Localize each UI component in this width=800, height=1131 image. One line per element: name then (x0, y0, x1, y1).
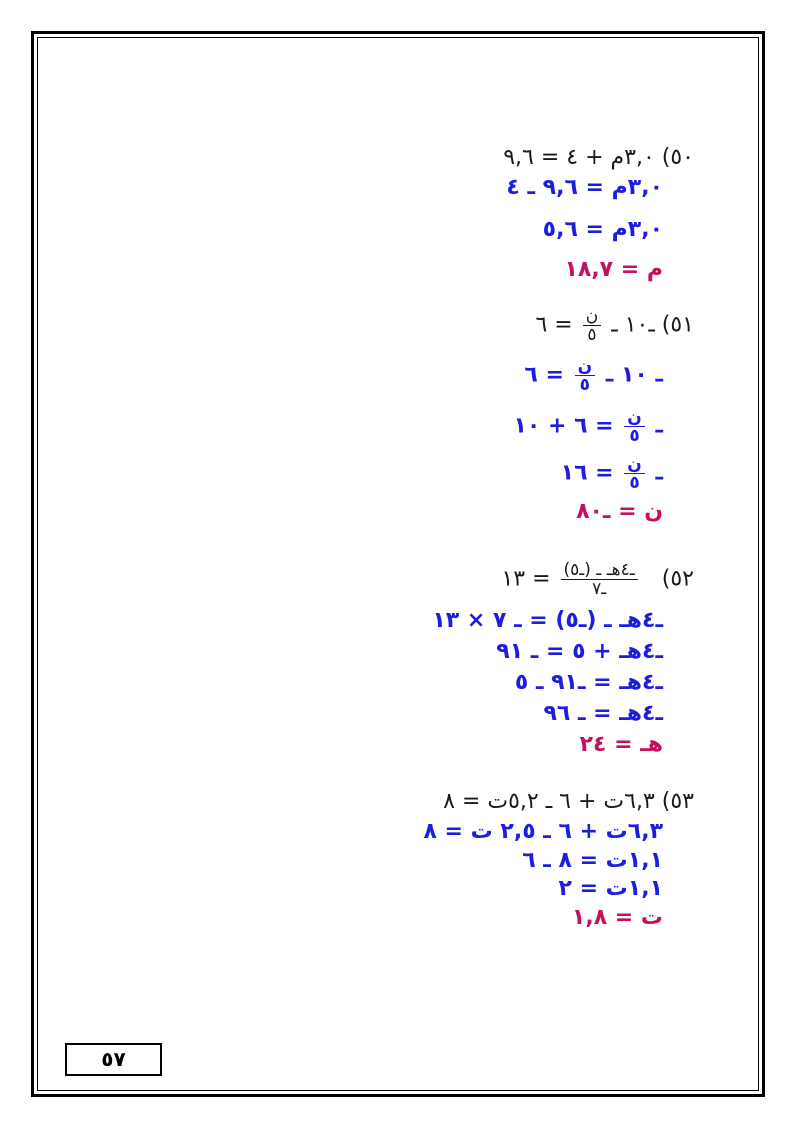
problem-52-step-4: ـ٤هـ = ـ ٩٦ (543, 701, 663, 726)
fraction: $\frac{\text{ن}}{٥}$ (624, 408, 645, 445)
problem-51-question: ٥١) ـ١٠ ـ $\frac{\text{ن}}{٥}$ = ٦ (535, 306, 694, 345)
fraction: $\frac{\text{ن}}{٥}$ (583, 307, 601, 344)
problem-53-question: ٥٣) ٦,٣ت + ٦ ـ ٥,٢ت = ٨ (443, 789, 694, 814)
fraction: $\frac{\text{ن}}{٥}$ (575, 357, 596, 394)
problem-52-step-1: ـ٤هـ ـ (ـ٥) = ـ ٧ × ١٣ (432, 608, 663, 633)
problem-50-step-1: ٣,٠م = ٩,٦ ـ ٤ (506, 175, 663, 200)
problem-51-step-1: ـ ١٠ ـ $\frac{\text{ن}}{٥}$ = ٦ (524, 356, 663, 395)
problem-53-step-3: ١,١ت = ٢ (558, 876, 663, 901)
problem-52-question: ٥٢) $\frac{\text{ـ٤هـ ـ (ـ٥)}}{\text{ـ٧}}$ = ١٣ (501, 560, 694, 599)
fraction: $\frac{\text{ـ٤هـ ـ (ـ٥)}}{\text{ـ٧}}$ (561, 561, 638, 598)
problem-51-step-2: ـ $\frac{\text{ن}}{٥}$ = ٦ + ١٠ (513, 407, 663, 446)
problem-51-step-3: ـ $\frac{\text{ن}}{٥}$ = ١٦ (560, 454, 663, 493)
problem-53-step-1: ٦,٣ت + ٦ ـ ٢,٥ ت = ٨ (423, 819, 663, 844)
problem-50-question: ٥٠) ٣,٠م + ٤ = ٩,٦ (503, 145, 694, 170)
problem-50-answer: م = ١٨,٧ (564, 257, 663, 282)
problem-53-answer: ت = ١,٨ (571, 905, 663, 930)
problem-52-step-2: ـ٤هـ + ٥ = ـ ٩١ (496, 639, 663, 664)
problem-51-answer: ن = ـ٨٠ (576, 499, 663, 524)
problem-50-step-2: ٣,٠م = ٥,٦ (542, 217, 663, 242)
fraction: $\frac{\text{ن}}{٥}$ (624, 455, 645, 492)
problem-52-answer: هـ = ٢٤ (579, 732, 663, 757)
problem-52-step-3: ـ٤هـ = ـ٩١ ـ ٥ (514, 670, 663, 695)
problem-53-step-2: ١,١ت = ٨ ـ ٦ (522, 848, 663, 873)
page-number: ٥٧ (65, 1043, 162, 1076)
